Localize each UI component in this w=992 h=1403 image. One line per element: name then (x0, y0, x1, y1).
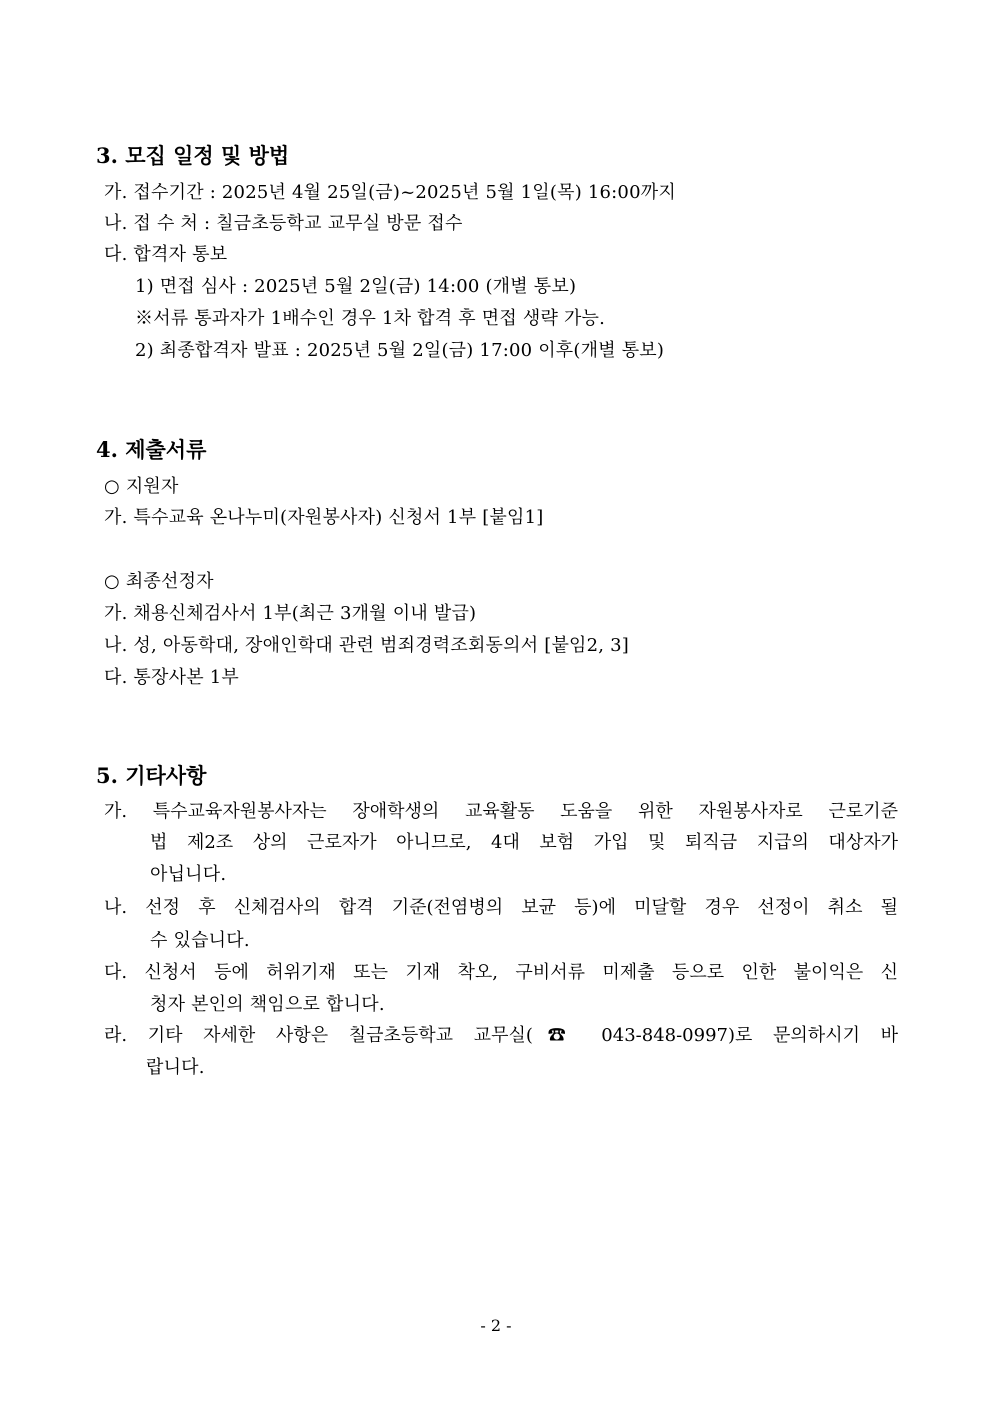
s5-ra-line2: 랍니다. (146, 1057, 205, 1078)
section-3-heading: 3. 모집 일정 및 방법 (96, 143, 290, 168)
s5-ga-line3: 아닙니다. (150, 864, 227, 885)
s5-da-line1: 다. 신청서 등에 허위기재 또는 기재 착오, 구비서류 미제출 등으로 인한 불이익은 신 (104, 962, 898, 983)
s3-item-da: 다. 합격자 통보 (104, 244, 228, 265)
s4-group2-ga: 가. 채용신체검사서 1부(최근 3개월 이내 발급) (104, 603, 477, 624)
page-number: - 2 - (480, 1316, 512, 1335)
section-5-heading: 5. 기타사항 (96, 763, 207, 788)
s5-ga-line1: 가. 특수교육자원봉사자는 장애학생의 교육활동 도움을 위한 자원봉사자로 근로기준 (104, 801, 898, 822)
s3-note: ※서류 통과자가 1배수인 경우 1차 합격 후 면접 생략 가능. (135, 308, 606, 329)
s3-sub1: 1) 면접 심사 : 2025년 5월 2일(금) 14:00 (개별 통보) (135, 276, 577, 297)
s5-ga-line2: 법 제2조 상의 근로자가 아니므로, 4대 보험 가입 및 퇴직금 지급의 대상자가 (150, 832, 898, 853)
s3-item-na: 나. 접 수 처 : 칠금초등학교 교무실 방문 접수 (104, 213, 463, 234)
s4-group1-ga: 가. 특수교육 온나누미(자원봉사자) 신청서 1부 [붙임1] (104, 507, 544, 528)
s5-na-line2: 수 있습니다. (150, 930, 250, 951)
section-4-heading: 4. 제출서류 (96, 437, 207, 462)
s5-da-line2: 청자 본인의 책임으로 합니다. (150, 994, 385, 1015)
s3-item-ga: 가. 접수기간 : 2025년 4월 25일(금)~2025년 5월 1일(목) 16:00까지 (104, 182, 676, 203)
s3-sub2: 2) 최종합격자 발표 : 2025년 5월 2일(금) 17:00 이후(개별 통보) (135, 340, 665, 361)
s4-group2-na: 나. 성, 아동학대, 장애인학대 관련 범죄경력조회동의서 [붙임2, 3] (104, 635, 629, 656)
s5-ra-line1: 라. 기타 자세한 사항은 칠금초등학교 교무실(☎ 043-848-0997)로 문의하시기 바 (104, 1025, 898, 1046)
s4-group2-da: 다. 통장사본 1부 (104, 667, 239, 688)
s4-group2-title: ○ 최종선정자 (104, 571, 214, 592)
s4-group1-title: ○ 지원자 (104, 476, 179, 497)
s5-na-line1: 나. 선정 후 신체검사의 합격 기준(전염병의 보균 등)에 미달할 경우 선정이 취소 될 (104, 897, 898, 918)
